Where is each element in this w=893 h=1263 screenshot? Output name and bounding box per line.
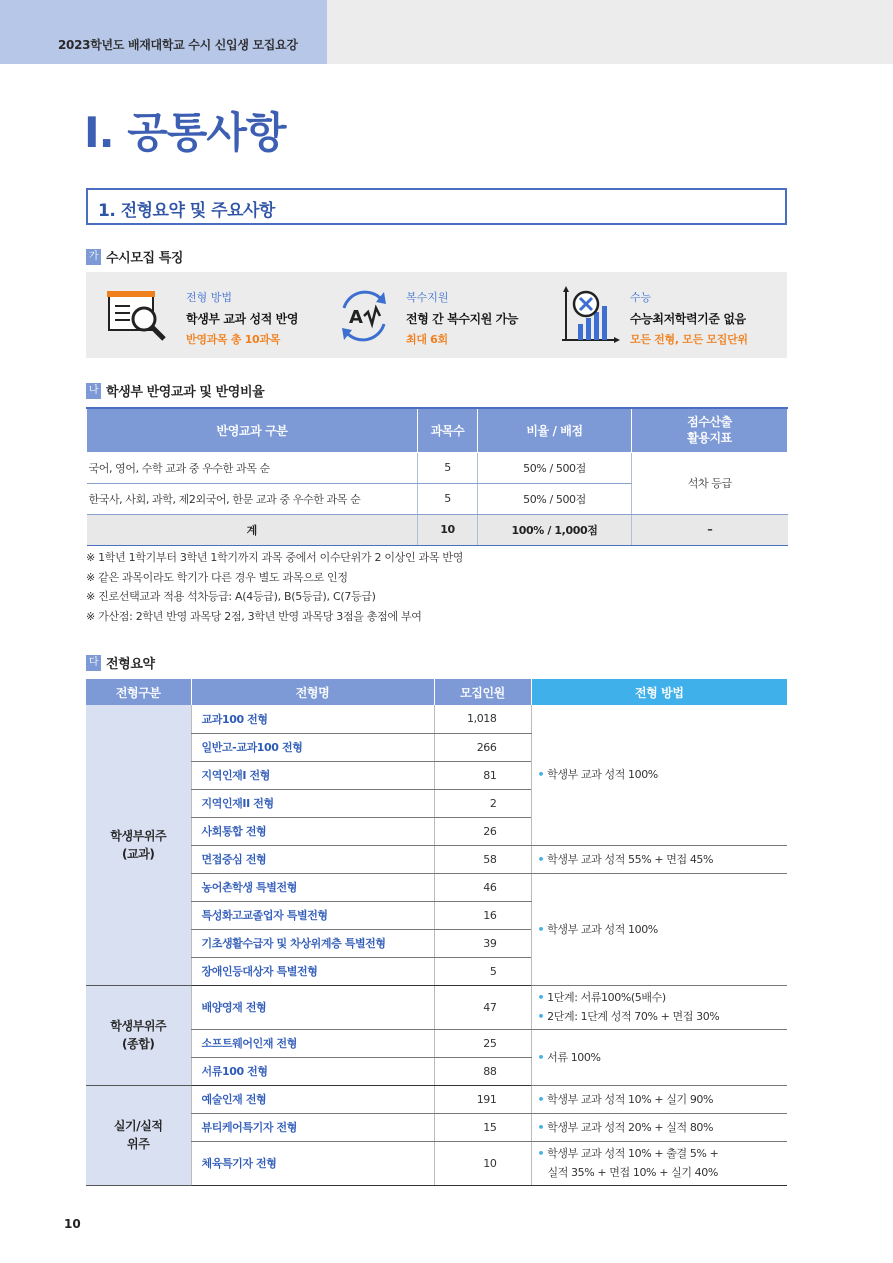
feature-sub: 반영과목 총 10과목 — [186, 333, 281, 346]
table-row — [86, 873, 787, 901]
table-row — [86, 1141, 787, 1185]
total-row — [87, 514, 788, 545]
column-header: 전형구분 — [86, 679, 191, 705]
method-cell: • 학생부 교과 성적 55% + 면접 45% — [531, 845, 787, 873]
feature-main: 전형 간 복수지원 가능 — [406, 312, 519, 326]
feature-sub: 모든 전형, 모든 모집단위 — [630, 333, 748, 346]
subsection-title: 전형요약 — [106, 657, 155, 672]
section-title-box — [86, 188, 787, 225]
quota-cell: 1,018 — [434, 705, 531, 733]
quota-cell: 81 — [434, 761, 531, 789]
track-name: 소프트웨어인재 전형 — [191, 1029, 434, 1057]
column-header: 점수산출 활용지표 — [632, 408, 788, 452]
book-magnifier-icon — [106, 286, 170, 346]
column-header: 반영교과 구분 — [87, 408, 418, 452]
subsection-c-heading — [86, 653, 155, 672]
chapter-title: I. 공통사항 — [84, 108, 286, 157]
method-cell: • 서류 100% — [531, 1029, 787, 1085]
total-ratio: 100% / 1,000점 — [478, 514, 632, 545]
column-header: 전형 방법 — [531, 679, 787, 705]
quota-cell: 2 — [434, 789, 531, 817]
quota-cell: 47 — [434, 985, 531, 1029]
subsection-title: 학생부 반영교과 및 반영비율 — [106, 385, 265, 400]
ratio-cell: 50% / 500점 — [478, 483, 632, 514]
feature-label: 전형 방법 — [186, 291, 233, 304]
quota-cell: 191 — [434, 1085, 531, 1113]
note-item: ※ 1학년 1학기부터 3학년 1학기까지 과목 중에서 이수단위가 2 이상인 과목 반영 — [86, 551, 464, 564]
note-item: ※ 가산점: 2학년 반영 과목당 2점, 3학년 반영 과목당 3점을 총점에 부여 — [86, 609, 422, 623]
no-csat-chart-icon — [560, 286, 620, 346]
quota-cell: 266 — [434, 733, 531, 761]
note-item: ※ 진로선택교과 적용 석차등급: A(4등급), B(5등급), C(7등급) — [86, 590, 376, 603]
table-header-row — [86, 679, 787, 705]
track-name: 지역인재I 전형 — [191, 761, 434, 789]
method-cell: • 학생부 교과 성적 10% + 출결 5% + 실적 35% + 면접 10% + 실기 40% — [531, 1141, 787, 1185]
table-row — [86, 705, 787, 733]
quota-cell: 15 — [434, 1113, 531, 1141]
table-row — [87, 452, 788, 483]
page-number: 10 — [64, 1217, 81, 1231]
total-count: 10 — [418, 514, 478, 545]
admission-summary-table — [86, 679, 787, 1186]
method-cell: • 학생부 교과 성적 100% — [531, 705, 787, 845]
column-header: 과목수 — [418, 408, 478, 452]
category-cell: 실기/실적 위주 — [86, 1085, 191, 1185]
feature-label: 수능 — [630, 291, 652, 304]
track-name: 일반고-교과100 전형 — [191, 733, 434, 761]
quota-cell: 88 — [434, 1057, 531, 1085]
subsection-b-heading — [86, 381, 264, 400]
feature-multiple — [334, 272, 554, 358]
track-name: 사회통합 전형 — [191, 817, 434, 845]
column-header: 비율 / 배점 — [478, 408, 632, 452]
total-label: 계 — [87, 514, 418, 545]
total-indicator: – — [632, 514, 788, 545]
quota-cell: 58 — [434, 845, 531, 873]
method-cell: • 학생부 교과 성적 20% + 실적 80% — [531, 1113, 787, 1141]
category-cell: 학생부위주 (교과) — [86, 705, 191, 985]
subsection-badge: 다 — [86, 655, 101, 671]
feature-main: 학생부 교과 성적 반영 — [186, 312, 299, 326]
feature-band — [86, 272, 787, 358]
track-name: 배양영재 전형 — [191, 985, 434, 1029]
column-header: 모집인원 — [434, 679, 531, 705]
subsection-title: 수시모집 특징 — [106, 251, 184, 266]
count-cell: 5 — [418, 452, 478, 483]
track-name: 교과100 전형 — [191, 705, 434, 733]
track-name: 뷰티케어특기자 전형 — [191, 1113, 434, 1141]
quota-cell: 10 — [434, 1141, 531, 1185]
feature-sub: 최대 6회 — [406, 333, 448, 346]
quota-cell: 26 — [434, 817, 531, 845]
track-name: 예술인재 전형 — [191, 1085, 434, 1113]
feature-csat — [560, 272, 780, 358]
feature-method — [106, 272, 326, 358]
track-name: 농어촌학생 특별전형 — [191, 873, 434, 901]
category-cell: 학생부위주 (종합) — [86, 985, 191, 1085]
table-row — [86, 985, 787, 1029]
subsection-badge: 가 — [86, 249, 101, 265]
track-name: 지역인재II 전형 — [191, 789, 434, 817]
track-name: 서류100 전형 — [191, 1057, 434, 1085]
method-cell: • 학생부 교과 성적 10% + 실기 90% — [531, 1085, 787, 1113]
table-row — [86, 845, 787, 873]
subject-ratio-table — [86, 407, 788, 546]
note-item: ※ 같은 과목이라도 학기가 다른 경우 별도 과목으로 인정 — [86, 570, 348, 584]
quota-cell: 5 — [434, 957, 531, 985]
feature-main: 수능최저학력기준 없음 — [630, 312, 746, 326]
document-title: 2023학년도 배재대학교 수시 신입생 모집요강 — [58, 38, 298, 52]
track-name: 장애인등대상자 특별전형 — [191, 957, 434, 985]
table-row — [86, 1113, 787, 1141]
section-title: 1. 전형요약 및 주요사항 — [98, 201, 275, 221]
track-name: 체육특기자 전형 — [191, 1141, 434, 1185]
quota-cell: 39 — [434, 929, 531, 957]
indicator-cell: 석차 등급 — [632, 452, 788, 514]
method-cell: • 1단계: 서류100%(5배수) • 2단계: 1단계 성적 70% + 면접 30% — [531, 985, 787, 1029]
quota-cell: 46 — [434, 873, 531, 901]
svg-text:A: A — [349, 307, 363, 328]
track-name: 면접중심 전형 — [191, 845, 434, 873]
ratio-cell: 50% / 500점 — [478, 452, 632, 483]
table-row — [86, 1029, 787, 1057]
feature-label: 복수지원 — [406, 291, 449, 304]
multiple-application-icon — [334, 286, 394, 346]
header-tab — [0, 0, 327, 64]
subsection-a-heading — [86, 247, 183, 266]
count-cell: 5 — [418, 483, 478, 514]
method-cell: • 학생부 교과 성적 100% — [531, 873, 787, 985]
quota-cell: 16 — [434, 901, 531, 929]
quota-cell: 25 — [434, 1029, 531, 1057]
table-row — [86, 1085, 787, 1113]
table-header-row — [87, 408, 788, 452]
subject-cell: 국어, 영어, 수학 교과 중 우수한 과목 순 — [87, 452, 418, 483]
track-name: 기초생활수급자 및 차상위계층 특별전형 — [191, 929, 434, 957]
subject-cell: 한국사, 사회, 과학, 제2외국어, 한문 교과 중 우수한 과목 순 — [87, 483, 418, 514]
subsection-badge: 나 — [86, 383, 101, 399]
track-name: 특성화고교졸업자 특별전형 — [191, 901, 434, 929]
notes-list — [86, 548, 463, 626]
column-header: 전형명 — [191, 679, 434, 705]
